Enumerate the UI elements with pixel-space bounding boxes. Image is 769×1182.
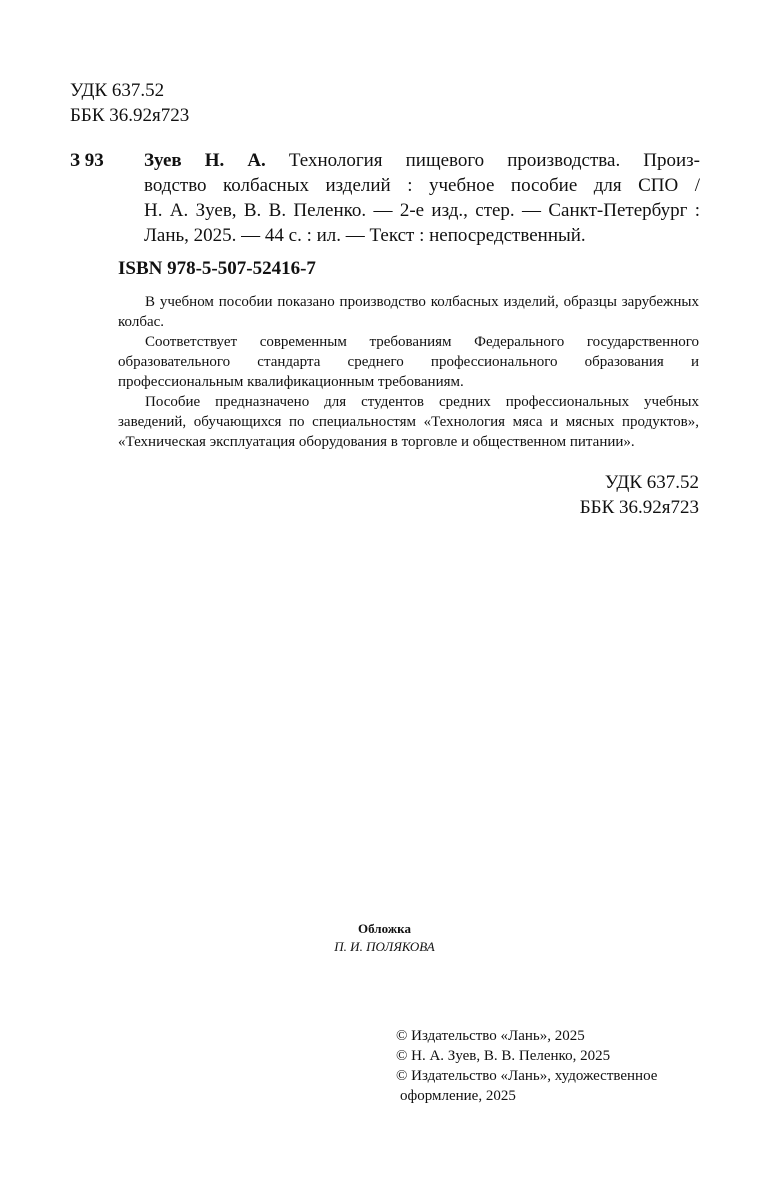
bib-line-4: Лань, 2025. — 44 с. : ил. — Текст : непосредственный. — [144, 225, 586, 246]
copyright-line: © Издательство «Лань», художественное — [396, 1068, 658, 1084]
classification-bottom — [580, 470, 699, 520]
copyright-line: © Издательство «Лань», 2025 — [396, 1028, 585, 1044]
abstract-paragraph: Соответствует современным требованиям Федерального государственного образовательного стандарта среднего профессионального образования и профессиональным квалификационным требованиям. — [118, 334, 699, 390]
bib-line-1 — [144, 148, 700, 173]
bib-line-3: Н. А. Зуев, В. В. Пеленко. — 2-е изд., стер. — Санкт-Петербург : — [144, 200, 700, 221]
classification-top — [70, 78, 189, 128]
udk-code: УДК 637.52 — [70, 80, 165, 101]
isbn: ISBN 978-5-507-52416-7 — [118, 258, 316, 279]
copyright-line: оформление, 2025 — [400, 1088, 516, 1104]
author-name: Зуев Н. А. — [144, 150, 266, 171]
bbk-code: ББК 36.92я723 — [70, 105, 190, 126]
cover-credit — [0, 920, 769, 956]
copyright-block — [396, 1026, 657, 1106]
bibliographic-record — [70, 148, 700, 248]
udk-code: УДК 637.52 — [604, 472, 699, 493]
abstract — [118, 292, 699, 452]
copyright-line: © Н. А. Зуев, В. В. Пеленко, 2025 — [396, 1048, 611, 1064]
abstract-paragraph: Пособие предназначено для студентов средних профессиональных учебных заведений, обучающихся по специальностям «Технология мяса и мясных продуктов», «Техническая эксплуатация оборудования в торговле и общественном питании». — [118, 394, 699, 450]
author-mark: З 93 — [70, 150, 104, 171]
cover-credit-title: Обложка — [358, 921, 411, 936]
bib-line-1-text: Технология пищевого производства. Произ- — [288, 150, 700, 171]
cover-designer-name: П. И. ПОЛЯКОВА — [334, 939, 435, 954]
abstract-paragraph: В учебном пособии показано производство колбасных изделий, образцы зарубежных колбас. — [118, 294, 699, 330]
bib-line-2: водство колбасных изделий : учебное пособие для СПО / — [144, 175, 700, 196]
bibliographic-description — [144, 148, 700, 248]
bbk-code: ББК 36.92я723 — [579, 497, 699, 518]
